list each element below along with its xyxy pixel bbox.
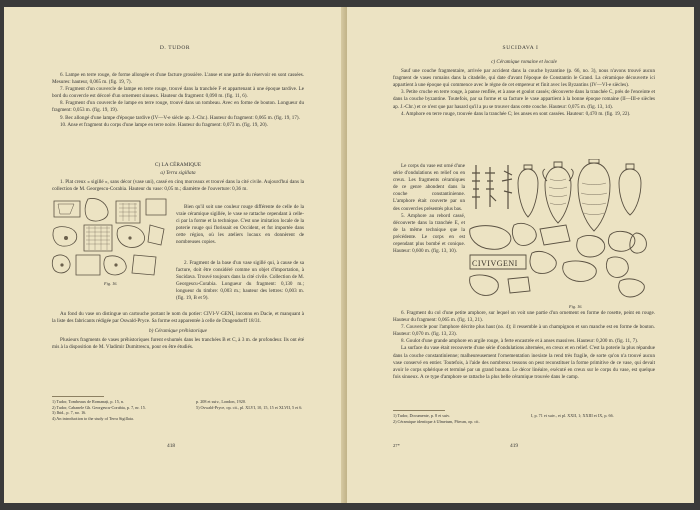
footnote: 5) Oswald-Pryce, op. cit., pl. XLVI, 10, 15, 15 et XLVII, 5 et 6. [196, 404, 303, 410]
paragraph: 4. Amphore en terre rouge, trouvée dans la tranchée C; les anses en sont cassées. Hauteur: 0,470 m. (fig. 19, 22). [401, 110, 631, 117]
footnote: 2) Tudor, Cabanele Gh. Georgescu-Corabia, p. 7, nr. 15. [52, 404, 146, 410]
subsection-terra-sigillata: a) Terra sigillata [160, 170, 196, 177]
footnote: 4) An introduction to the study of Terra Sigillata. [52, 415, 134, 421]
paragraph: 8. Fragment d'un couvercle de lampe en terre rouge, trouvé dans un tombeau. Avec en forme de bouton. Longueur du fragment: 0,053 m. (fig. 19, 19). [52, 100, 304, 114]
paragraph: 6. Lampe en terre rouge, de forme allongée et d'une facture grossière. L'anse et une partie du réservoir en sont cassées. Mesures: hauteur, 0,065 m. (fig. 19, 7). [52, 72, 304, 86]
signature-mark: 27* [393, 443, 400, 448]
paragraph: 9. Bec allongé d'une lampe d'époque tardive (IV—V-e siècle ap. J.-Chr.). Hauteur du fragment: 0,065 m. (fig. 19, 17). [60, 114, 300, 121]
page-number-left: 418 [167, 443, 176, 449]
figure-pottery-right [468, 159, 656, 305]
footnotes-left-col2 [196, 399, 304, 410]
right-narrow-column [393, 163, 465, 255]
paragraph: 2. Fragment de la base d'un vase sigillé qui, à cause de sa facture, doit être considéré comme un objet d'importation, à Sucidava. Trouvé toujours dans la cité civile. Collection de M. Georgescu-Corabia. Longueur du fragment: 0,130 m.; longueur du timbre: 0,003 m.; hauteur des lettres: 0,003 m. (fig. 19, B et 9). [176, 260, 304, 302]
page-number-right: 419 [510, 443, 519, 449]
left-lower-text [52, 311, 304, 351]
paragraph: La surface du vase était recouverte d'une série d'ondulations alternées, en creux et en relief. C'est la poterie la plus répandue dans la couche constantinienne; malheureusement l'ornementation inexiste la rend très fragile, de sorte qu'on n'a trouvé aucun vase conservé en entier. Toutefois, à l'aide des nombreux tessons on peut reconstituer la forme primitive de ce vase, qui devait avoir le corps sphérique et terminé par un grand bouton. Le décor linéaire, exécuté en creux sur le corps du vase, est quelque fois sinueux. A ce type d'amphore se rattache la plus belle céramique trouvée dans le camp. [393, 345, 655, 380]
footnotes-left [52, 399, 192, 421]
running-header-right: SUCIDAVA I [502, 45, 539, 51]
paragraph: 3. Petite cruche en terre rouge, à panse renflée, et à anse et goulot cassés; découverte dans la tranchée C, près de l'enceinte et dans la couche byzantine. Toutefois, par sa forme et sa facture le vase appartient à la bonne époque romaine (II—III-e siècles ap. J.-Chr.) et ce n'est que par hasard qu'il a pu se trouver dans cette couche. Hauteur: 0,075 m. (fig. 13, 14). [393, 89, 655, 110]
footnotes-right-col2 [531, 413, 655, 419]
sigillata-right-column [176, 204, 304, 247]
paragraph: 5. Amphore au rebord cassé, découverte dans la tranchée E, et de la même technique que la précédente. Le corps en est cependant plus bombé et conique. Hauteur: 0,600 m. (fig. 13, 10). [393, 212, 465, 255]
paragraph: 7. Couvercle pour l'amphore décrite plus haut (no. 4); il ressemble à un champignon et son manche est en forme de bouton. Hauteur: 0,070 m. (fig. 13, 23). [393, 324, 655, 338]
paragraph: 10. Anse et fragment du corps d'une lampe en terre noire. Hauteur du fragment: 0,073 m. (fig. 19, 20). [60, 121, 268, 128]
figure-caption-right: Fig. 16. [569, 304, 583, 309]
footnote: I, p. 71 et suiv., et pl. XXII, 1; XXIII et IX, p. 66. [531, 413, 614, 418]
footnote: 3) Ibid., p. 7, no. 16. [52, 410, 87, 416]
running-header-left: D. TUDOR [159, 45, 191, 51]
paragraph: 8. Goulot d'une grande amphore en argile rouge, à ferte encastrée et à anses massives. Hauteur: 0,200 m. (fig. 11, 7). [401, 338, 639, 345]
paragraph: 6. Fragment du col d'une petite amphore, sur lequel on voit une partie d'un ornement en forme de rosette, peint en rouge. Hauteur du fragment: 0,065 m. (fig. 13, 21). [393, 310, 655, 324]
left-page [4, 7, 347, 503]
paragraph: Plusieurs fragments de vases préhistoriques furent exhumés dans les tranchées B et C, à 3 m. de profondeur. Ils ont été mis à la disposition de M. Vladimir Dumitrescu, pour en être étudiés. [52, 337, 304, 351]
footnote-rule-right [393, 410, 445, 411]
footnote: 1) Tudor, Tombeaux de Romanați, p. 15, n. [52, 399, 125, 404]
footnote: p. 208 et suiv., London, 1920. [196, 399, 246, 404]
footnote-rule-left [52, 396, 104, 397]
footnotes-right [393, 413, 525, 424]
left-top-text [52, 72, 304, 129]
paragraph: Sauf une couche fragmentaire, arrivée par accident dans la couche byzantine (p. 66, no. 3), nous n'avons trouvé aucun fragment de vases romains dans la citadelle, qui date d'avant l'époque de Constantin le Grand. La céramique découverte ici appartient à une époque qui commence avec le règne de cet empereur et finit avec les Byzantins (IV—VI-e siècles). [393, 68, 655, 89]
right-top-text [393, 59, 655, 118]
paragraph: 7. Fragment d'un couvercle de lampe en terre rouge, trouvé dans la tranchée F et appartenant à une époque tardive. Le bord du couvercle est décoré d'un ornement sinueux. Hauteur du fragment: 0,090 m. (fig. 11, 6). [52, 86, 304, 100]
section-title: C) LA CÉRAMIQUE [154, 162, 202, 168]
figure-caption-left: Fig. 16. [104, 281, 118, 286]
subsection-roman-ceramics: c) Céramique romaine et locale [491, 59, 557, 65]
ceramics-section [52, 159, 304, 193]
paragraph: Au fond du vase on distingue un cartouche portant le nom du potier: CIVI-V·GENI, inconnu en Dacie, et manquant à la liste des fabricants rédigée par Oswald-Pryce. Sa forme est apparentée à celle de Dragendorff 18/31. [52, 311, 304, 325]
sigillata-fragment-column [176, 260, 304, 303]
figure-sherds-left [50, 195, 170, 281]
right-lower-text [393, 310, 655, 381]
paragraph: Le corps du vase est orné d'une série d'ondulations en relief ou en creux. Les fragments céramiques de ce genre abondent dans la couche constantinienne. L'amphore était couverte par un des couvercles présentés plus bas. [393, 163, 465, 212]
right-page [347, 7, 694, 503]
potter-stamp: CIVIVGENI [472, 259, 518, 268]
paragraph: 1. Plat creux « sigillé », sans décor (vase uni), cassé en cinq morceaux et trouvé dans la cité civile. Aujourd'hui dans la collection de M. Georgescu-Corabia. Hauteur du vase: 0,05 m.; diamètre de l'ouverture: 0,36 m. [52, 179, 304, 193]
footnote: 2) Céramique identique à Ulmetum, Pârvan, op. cit. [393, 418, 480, 424]
subsection-prehistoric: b) Céramique préhistorique [149, 328, 207, 335]
footnote: 1) Tudor, Documente, p. 8 et suiv. [393, 413, 451, 418]
paragraph: Bien qu'il soit une couleur rouge différente de celle de la vraie céramique sigillée, le vase se rattache cependant à celle-ci par la forme et la technique. C'est une imitation locale de la poterie rouge qui florissait en Occident, et fut importée dans cette région, où les ateliers locaux en donnèrent de nombreuses copies. [176, 204, 304, 246]
